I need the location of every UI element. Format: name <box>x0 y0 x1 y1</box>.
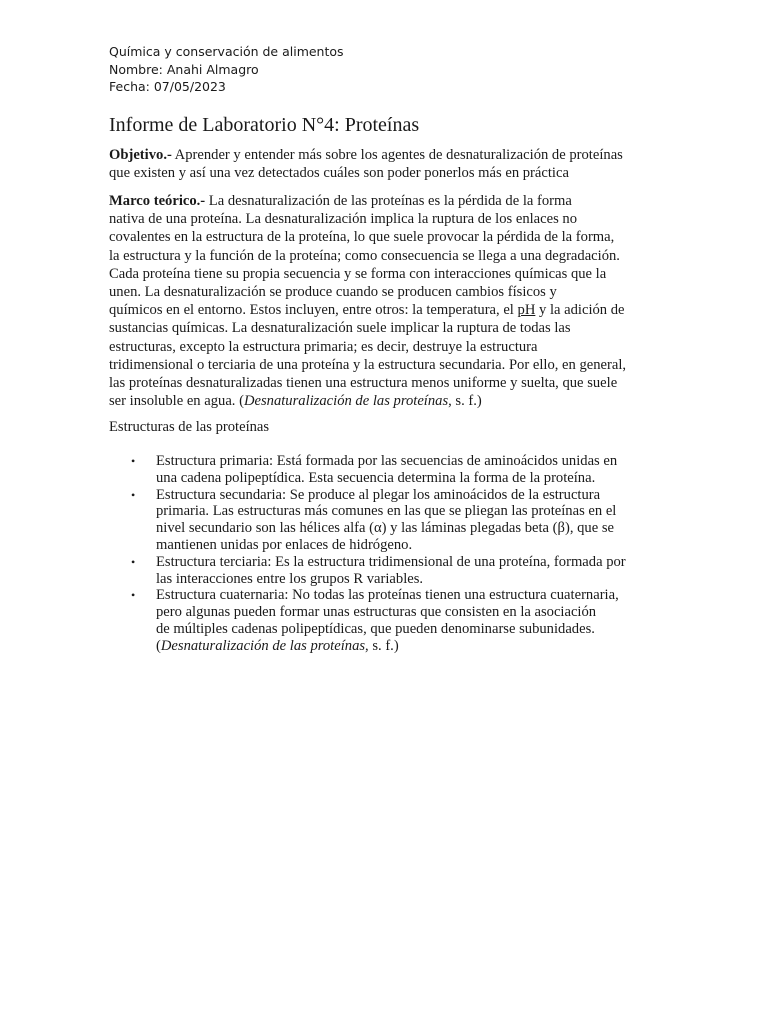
marco-line: la estructura y la función de la proteína; como consecuencia se llega a una degradación. <box>109 247 620 264</box>
list-item: • Estructura secundaria: Se produce al plegar los aminoácidos de la estructura primaria. Las estructuras más comunes en las que se pliegan las proteínas en el nivel secundario son las hélices alfa (α) y las láminas plegadas beta (β), que se mantienen unidas por enlaces de hidrógeno. <box>131 486 617 553</box>
marco-line: químicos en el entorno. Estos incluyen, entre otros: la temperatura, el pH y la adición de <box>109 302 625 319</box>
report-title: Informe de Laboratorio N°4: Proteínas <box>109 114 420 136</box>
list-item: • Estructura cuaternaria: No todas las proteínas tienen una estructura cuaternaria, pero algunas pueden formar unas estructuras que consisten en la asociación de múltiples cadenas polipeptídicas, que pueden denominarse subunidades. (Desnaturalización de las proteínas, s. f.) <box>109 587 669 654</box>
marco-label: Marco teórico.- <box>109 193 206 209</box>
list-item: • Estructura terciaria: Es la estructura tridimensional de una proteína, formada por las interacciones entre los grupos R variables. <box>131 553 626 587</box>
report-date: Fecha: 07/05/2023 <box>109 79 226 94</box>
marco-line: Cada proteína tiene su propia secuencia y se forma con interacciones químicas que la <box>109 265 607 282</box>
bullet-icon: • <box>131 588 136 603</box>
objective-line: que existen y así una vez detectados cuáles son poder ponerlos más en práctica <box>109 165 569 182</box>
marco-line: covalentes en la estructura de la proteína, lo que suele provocar la pérdida de la forma, <box>109 229 615 246</box>
marco-line: unen. La desnaturalización se produce cuando se producen cambios físicos y <box>109 284 557 301</box>
estructuras-heading: Estructuras de las proteínas <box>109 419 270 435</box>
student-name: Nombre: Anahi Almagro <box>109 61 259 77</box>
ph-link[interactable]: pH <box>517 302 536 319</box>
bullet-icon: • <box>131 487 136 502</box>
marco-line: las proteínas desnaturalizadas tienen una estructura menos uniforme y suelta, que suele <box>109 375 618 392</box>
marco-line: Marco teórico.- La desnaturalización de las proteínas es la pérdida de la forma <box>109 193 572 209</box>
list-citation-line: (Desnaturalización de las proteínas, s. f.) <box>156 637 399 654</box>
estructuras-list <box>109 453 669 655</box>
marco-line: estructuras, excepto la estructura primaria; es decir, destruye la estructura <box>109 338 538 355</box>
marco-teorico-paragraph <box>109 192 661 410</box>
objective-paragraph <box>109 146 661 182</box>
document-header <box>109 43 344 96</box>
marco-line: sustancias químicas. La desnaturalización suele implicar la ruptura de todas las <box>109 320 571 337</box>
list-item: • Estructura primaria: Está formada por las secuencias de aminoácidos unidas en una cadena polipeptídica. Esta secuencia determina la forma de la proteína. <box>131 453 618 486</box>
bullet-icon: • <box>131 554 136 569</box>
course-name: Química y conservación de alimentos <box>109 44 344 59</box>
marco-line: nativa de una proteína. La desnaturalización implica la ruptura de los enlaces no <box>109 211 578 228</box>
marco-citation-line: ser insoluble en agua. (Desnaturalización de las proteínas, s. f.) <box>109 393 482 410</box>
marco-line: tridimensional o terciaria de una proteína y la estructura secundaria. Por ello, en general, <box>109 356 627 373</box>
citation-title: Desnaturalización de las proteínas <box>243 393 449 410</box>
citation-title: Desnaturalización de las proteínas <box>160 637 366 654</box>
objective-label: Objetivo.- <box>109 147 172 163</box>
objective-line: Objetivo.- Aprender y entender más sobre los agentes de desnaturalización de proteínas <box>109 147 623 163</box>
bullet-icon: • <box>131 454 136 468</box>
